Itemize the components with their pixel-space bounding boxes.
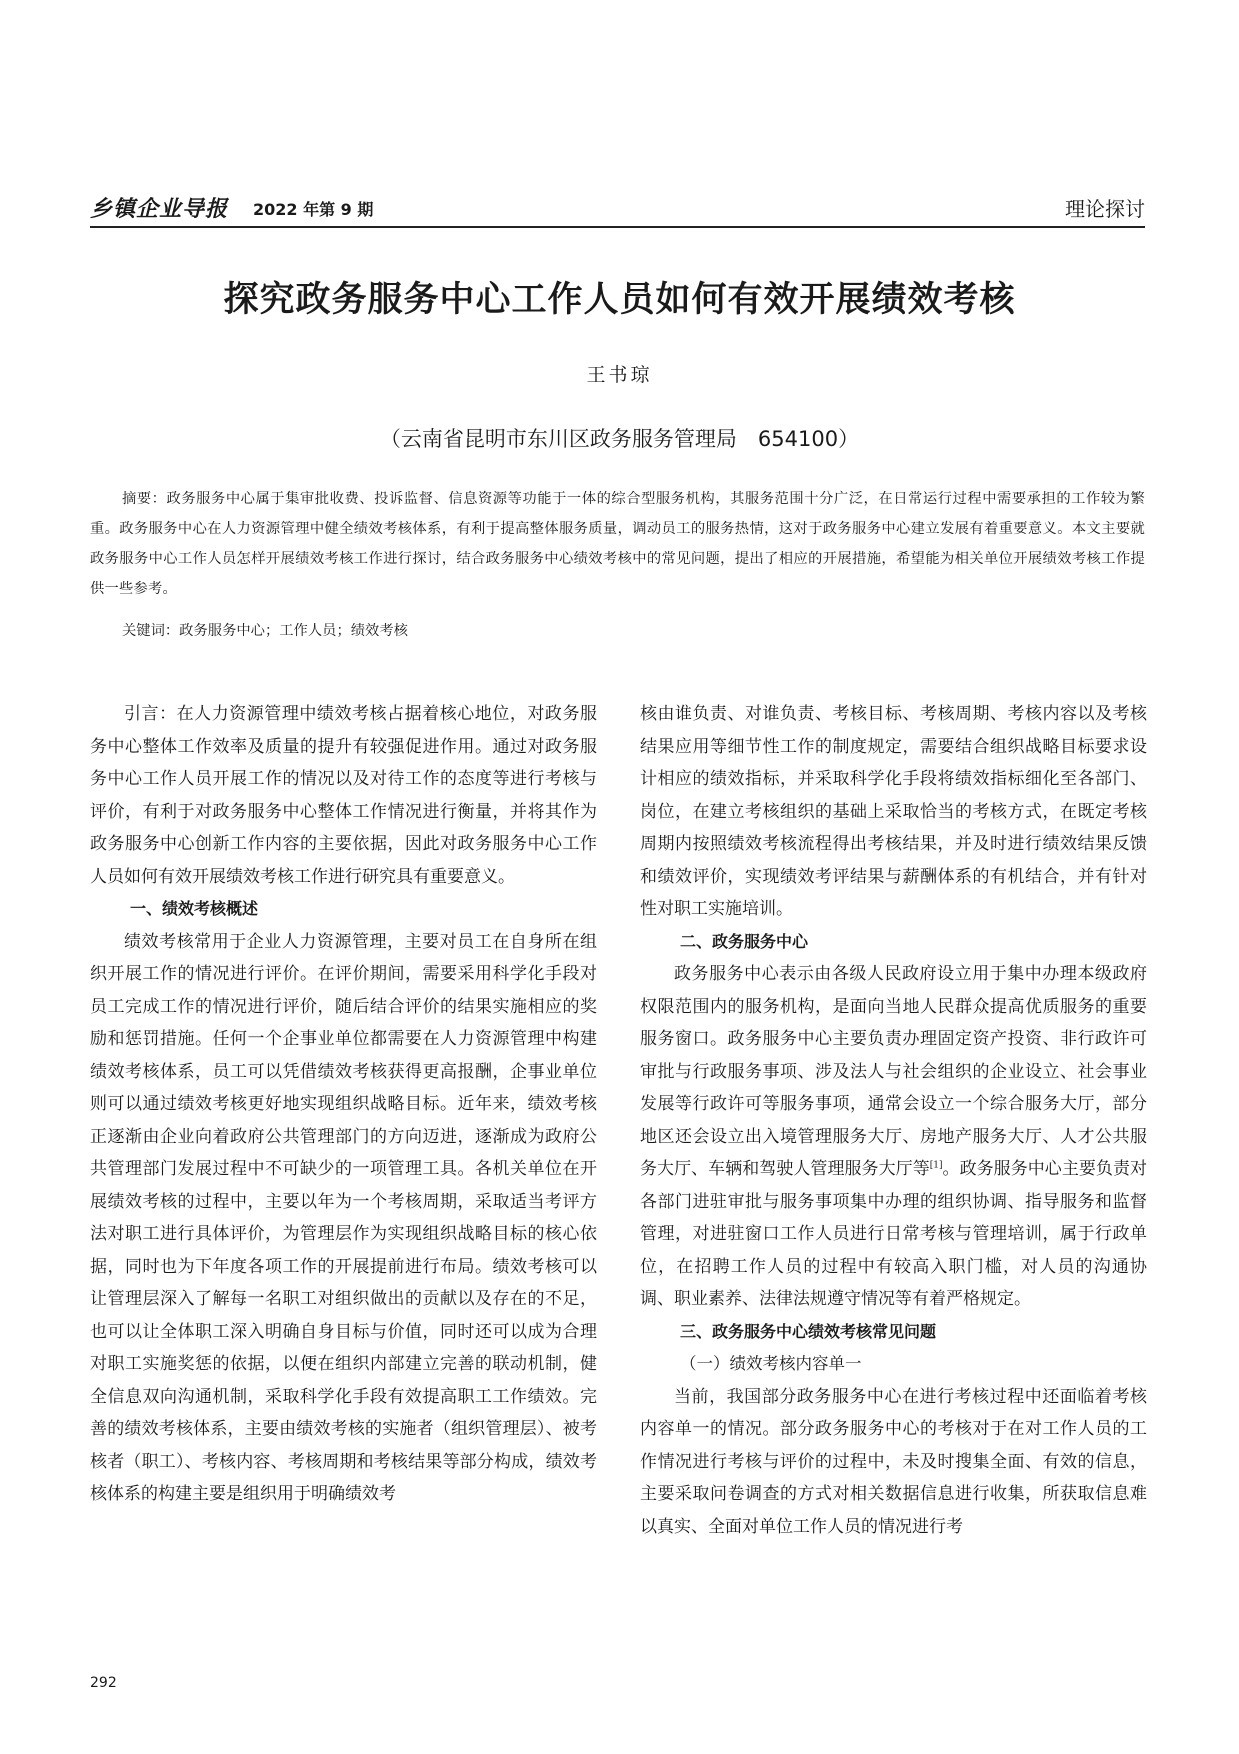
- section-heading-1: 一、绩效考核概述: [130, 899, 259, 918]
- section-2-paragraph: [640, 958, 1147, 1316]
- continuation-paragraph: 核由谁负责、对谁负责、考核目标、考核周期、考核内容以及考核结果应用等细节性工作的制度规定，需要结合组织战略目标要求设计相应的绩效指标，并采取科学化手段将绩效指标细化至各部门、岗位，在建立考核组织的基础上采取恰当的考核方式，在既定考核周期内按照绩效考核流程得出考核结果，并及时进行绩效结果反馈和绩效评价，实现绩效考评结果与薪酬体系的有机结合，并有针对性对职工实施培训。: [640, 704, 1147, 919]
- keywords: 关键词：政务服务中心；工作人员；绩效考核: [122, 623, 408, 639]
- page-number: 292: [90, 1675, 117, 1691]
- section-2-text-a: 政务服务中心表示由各级人民政府设立用于集中办理本级政府权限范围内的服务机构，是面向当地人民群众提高优质服务的重要服务窗口。政务服务中心主要负责办理固定资产投资、非行政许可审批与行政服务事项、涉及法人与社会组织的企业设立、社会事业发展等行政许可等服务事项，通常会设立一个综合服务大厅，部分地区还会设立出入境管理服务大厅、房地产服务大厅、人才公共服务大厅、车辆和驾驶人管理服务大厅等: [640, 964, 1147, 1179]
- page-header: [90, 188, 1145, 228]
- citation-ref[interactable]: [1]: [929, 1160, 943, 1171]
- section-name: 理论探讨: [1065, 197, 1145, 221]
- abstract: 摘要：政务服务中心属于集审批收费、投诉监督、信息资源等功能于一体的综合型服务机构，其服务范围十分广泛，在日常运行过程中需要承担的工作较为繁重。政务服务中心在人力资源管理中健全绩效考核体系，有利于提高整体服务质量，调动员工的服务热情，这对于政务服务中心建立发展有着重要意义。本文主要就政务服务中心工作人员怎样开展绩效考核工作进行探讨，结合政务服务中心绩效考核中的常见问题，提出了相应的开展措施，希望能为相关单位开展绩效考核工作提供一些参考。: [90, 491, 1145, 597]
- body-column-right: [640, 698, 1147, 1543]
- section-heading-3: 三、政务服务中心绩效考核常见问题: [680, 1321, 937, 1341]
- author-affiliation: （云南省昆明市东川区政务服务管理局 654100）: [379, 427, 860, 451]
- intro-paragraph: 引言：在人力资源管理中绩效考核占据着核心地位，对政务服务中心整体工作效率及质量的提升有较强促进作用。通过对政务服务中心工作人员开展工作的情况以及对待工作的态度等进行考核与评价，有利于对政务服务中心整体工作情况进行衡量，并将其作为政务服务中心创新工作内容的主要依据，因此对政务服务中心工作人员如何有效开展绩效考核工作进行研究具有重要意义。: [90, 704, 597, 887]
- article-author: 王书琼: [586, 364, 653, 386]
- section-2-text-b: 。政务服务中心主要负责对各部门进驻审批与服务事项集中办理的组织协调、指导服务和监督管理，对进驻窗口工作人员进行日常考核与管理培训，属于行政单位，在招聘工作人员的过程中有较高入职门槛，对人员的沟通协调、职业素养、法律法规遵守情况等有着严格规定。: [640, 1159, 1148, 1309]
- section-heading-2: 二、政务服务中心: [680, 931, 809, 951]
- section-1-paragraph: 绩效考核常用于企业人力资源管理，主要对员工在自身所在组织开展工作的情况进行评价。在评价期间，需要采用科学化手段对员工完成工作的情况进行评价，随后结合评价的结果实施相应的奖励和惩罚措施。任何一个企事业单位都需要在人力资源管理中构建绩效考核体系，员工可以凭借绩效考核获得更高报酬，企事业单位则可以通过绩效考核更好地实现组织战略目标。近年来，绩效考核正逐渐由企业向着政府公共管理部门的方向迈进，逐渐成为政府公共管理部门发展过程中不可缺少的一项管理工具。各机关单位在开展绩效考核的过程中，主要以年为一个考核周期，采取适当考评方法对职工进行具体评价，为管理层作为实现组织战略目标的核心依据，同时也为下年度各项工作的开展提前进行布局。绩效考核可以让管理层深入了解每一名职工对组织做出的贡献以及存在的不足，也可以让全体职工深入明确自身目标与价值，同时还可以成为合理对职工实施奖惩的依据，以便在组织内部建立完善的联动机制，健全信息双向沟通机制，采取科学化手段有效提高职工工作绩效。完善的绩效考核体系，主要由绩效考核的实施者（组织管理层）、被考核者（职工）、考核内容、考核周期和考核结果等部分构成，绩效考核体系的构建主要是组织用于明确绩效考: [90, 931, 597, 1504]
- body-column-left: [90, 698, 597, 1511]
- subsection-1-paragraph: 当前，我国部分政务服务中心在进行考核过程中还面临着考核内容单一的情况。部分政务服务中心的考核对于在对工作人员的工作情况进行考核与评价的过程中，未及时搜集全面、有效的信息，主要采取问卷调查的方式对相关数据信息进行收集，所获取信息难以真实、全面对单位工作人员的情况进行考: [640, 1386, 1147, 1537]
- subsection-heading-1: （一）绩效考核内容单一: [680, 1354, 862, 1373]
- issue-number: 2022 年第 9 期: [253, 200, 374, 219]
- journal-name: 乡镇企业导报: [90, 197, 229, 222]
- article-title: 探究政务服务中心工作人员如何有效开展绩效考核: [223, 280, 1016, 320]
